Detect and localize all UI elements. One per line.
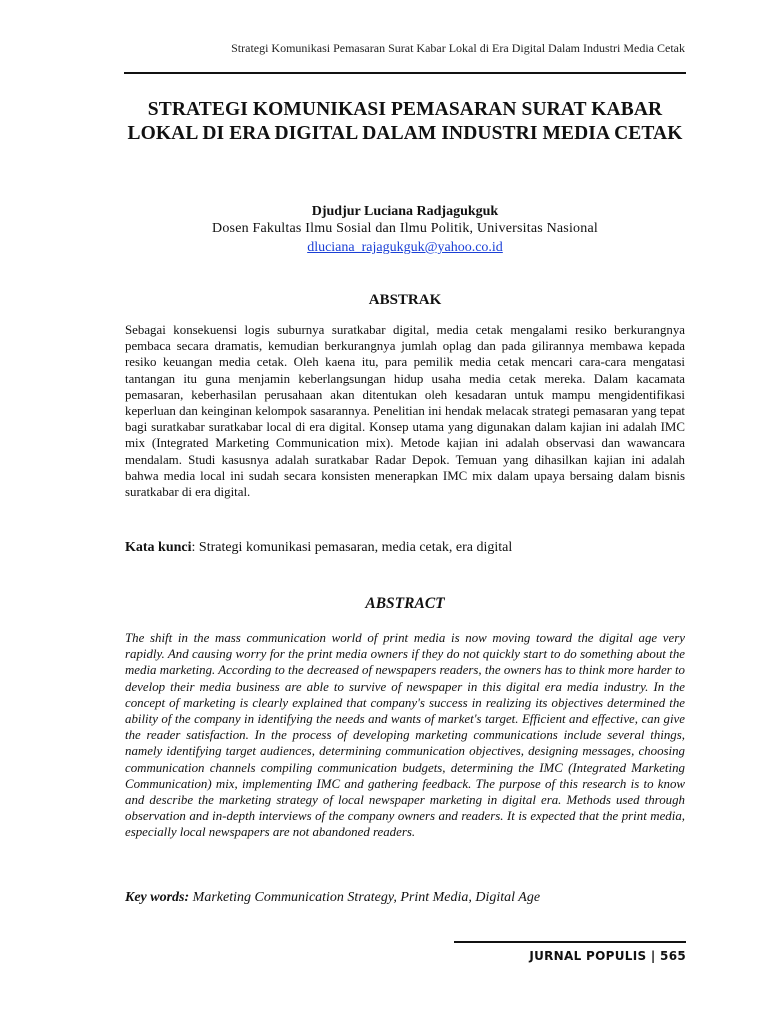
author-name: Djudjur Luciana Radjagukguk	[311, 204, 499, 219]
author-email-line	[124, 239, 686, 257]
author-email-link[interactable]: dluciana_rajagukguk@yahoo.co.id	[307, 240, 503, 255]
key-words-label: Key words:	[125, 890, 190, 905]
key-words-line	[125, 889, 685, 907]
abstrak-heading: ABSTRAK	[368, 292, 442, 308]
footer-rule	[454, 941, 686, 943]
key-words-text: Marketing Communication Strategy, Print Media, Digital Age	[189, 890, 541, 905]
footer-separator: |	[646, 949, 661, 963]
abstract-heading: ABSTRACT	[365, 595, 445, 612]
kata-kunci-label: Kata kunci	[125, 540, 192, 555]
header-rule	[124, 72, 686, 74]
abstract-body: The shift in the mass communication world of print media is now moving toward the digital age very rapidly. And causing worry for the print media owners if they do not quickly start to do something about the media marketing. According to the decreased of newspapers readers, the owners has to think more harder to develop their media business are able to survive of newspaper in this digital era media industry. In the concept of marketing is clearly explained that company's success in realizing its objectives determined the ability of the company in identifying the needs and wants of market's target. Efficient and effective, can give the reader satisfaction. In the process of developing marketing communications include several things, namely identifying target audiences, determining communication objectives, designing messages, choosing communication channels compiling communication budgets, determining the IMC (Integrated Marketing Communication) mix, implementing IMC and gathering feedback. The purpose of this research is to know and describe the marketing strategy of local newspaper marketing in digital era. Methods used through observation and in-depth interviews of the company owners and readers. It is expected that the print media, especially local newspapers are not abandoned readers.	[125, 631, 685, 840]
abstrak-body: Sebagai konsekuensi logis suburnya suratkabar digital, media cetak mengalami resiko berkurangnya pembaca secara dramatis, kemudian berkurangnya jumlah oplag dan pada gilirannya membawa kepada resiko keuangan media cetak. Oleh kaena itu, para pemilik media cetak mencari cara-cara mengatasi tantangan itu guna menjamin keberlangsungan hidup usaha media cetak mereka. Dalam kacamata pemasaran, keberhasilan perusahaan akan ditentukan oleh kesadaran untuk mampu mengidentifikasi keperluan dan keinginan kelompok sasarannya. Penelitian ini hendak melacak strategi pemasaran yang tepat bagi suratkabar suratkabar local di era digital. Konsep utama yang digunakan dalam kajian ini adalah IMC mix (Integrated Marketing Communication mix). Metode kajian ini adalah observasi dan wawancara mendalam. Studi kasusnya adalah suratkabar Radar Depok. Temuan yang dihasilkan kajian ini adalah bahwa media local ini sudah secara konsisten menerapkan IMC mix dalam upaya bersaing dalam bisnis suratkabar di era digital.	[125, 323, 685, 500]
page-number: 565	[660, 949, 686, 963]
page-footer	[454, 947, 686, 965]
journal-name: JURNAL POPULIS	[529, 949, 647, 963]
kata-kunci-text: : Strategi komunikasi pemasaran, media cetak, era digital	[191, 540, 513, 555]
paper-title: STRATEGI KOMUNIKASI PEMASARAN SURAT KABAR LOKAL DI ERA DIGITAL DALAM INDUSTRI MEDIA CETAK	[127, 99, 683, 144]
author-affiliation: Dosen Fakultas Ilmu Sosial dan Ilmu Politik, Universitas Nasional	[212, 221, 598, 236]
kata-kunci-line	[125, 539, 685, 557]
running-head: Strategi Komunikasi Pemasaran Surat Kabar Lokal di Era Digital Dalam Industri Media Cetak	[231, 41, 685, 55]
